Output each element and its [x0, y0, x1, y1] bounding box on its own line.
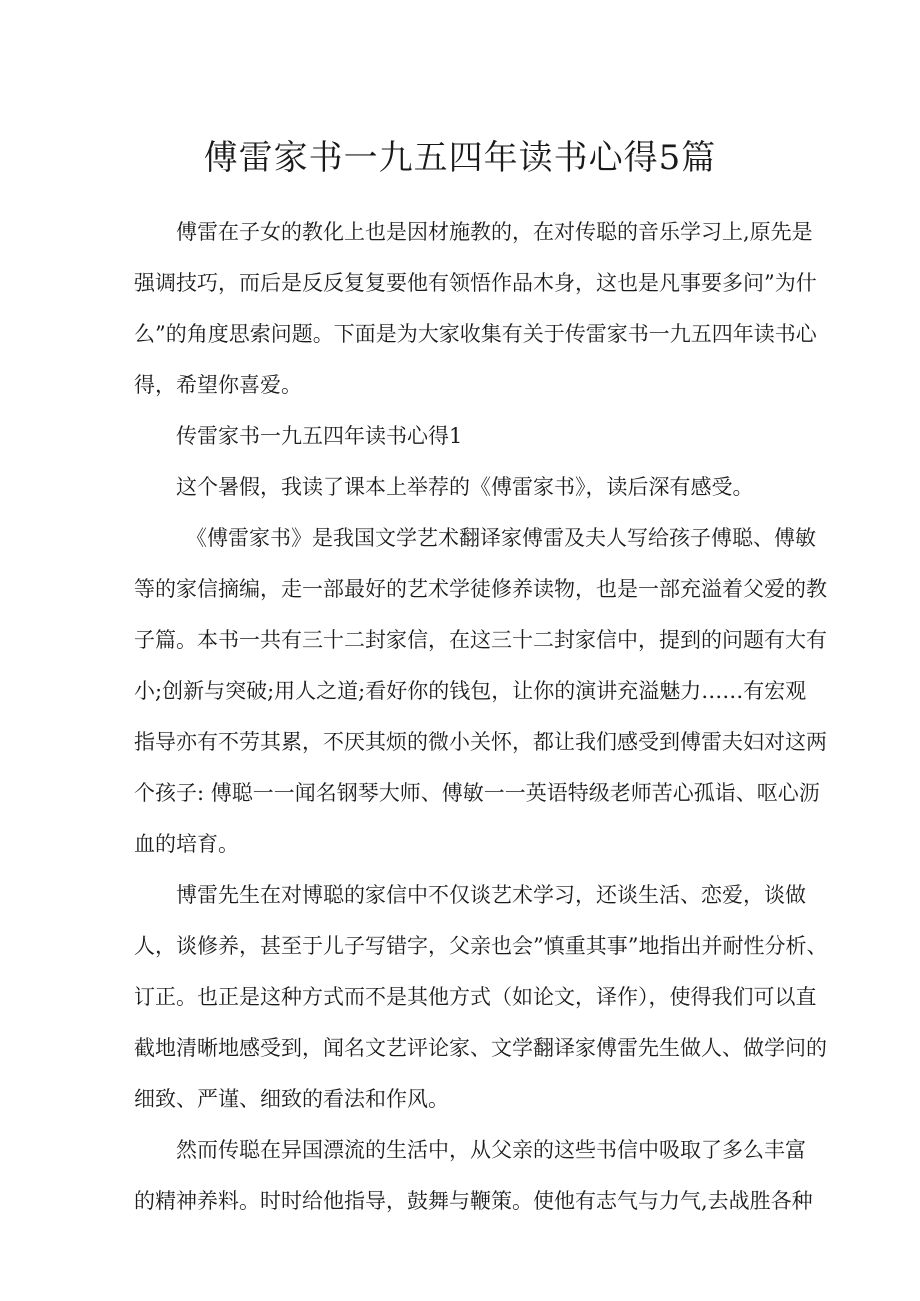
intro-line: 得，希望你喜爱。 [134, 373, 302, 397]
paragraph-line: 截地清晰地感受到，闻名文艺评论家、文学翻译家傅雷先生做人、做学问的 [134, 1036, 827, 1060]
paragraph-line: 人，谈修养，甚至于儿子写错字，父亲也会”慎重其事”地指出并耐性分析、 [134, 934, 828, 958]
paragraph-line: 的精神养料。时时给他指导，鼓舞与鞭策。使他有志气与力气,去战胜各种 [134, 1189, 813, 1213]
paragraph-line: 子篇。本书一共有三十二封家信，在这三十二封家信中，提到的问题有大有 [134, 628, 827, 652]
intro-line: 么”的角度思索问题。下面是为大家收集有关于传雷家书一九五四年读书心 [134, 322, 817, 346]
paragraph-line: 博雷先生在对博聪的家信中不仅谈艺术学习，还谈生活、恋爱，谈做 [176, 883, 806, 907]
paragraph-line: 细致、严谨、细致的看法和作风。 [134, 1087, 449, 1111]
paragraph-line: 个孩子: 傅聪一一闻名钢琴大师、傅敏一一英语特级老师苦心孤诣、呕心沥 [134, 781, 820, 805]
intro-line: 傅雷在子女的教化上也是因材施教的，在对传聪的音乐学习上,原先是 [176, 220, 813, 244]
paragraph-line: 《傅雷家书》是我国文学艺术翻译家傅雷及夫人写给孩子傅聪、傅敏 [186, 526, 816, 550]
intro-line: 强调技巧，而后是反反复复要他有领悟作品木身，这也是凡事要多问”为什 [134, 271, 817, 295]
paragraph-line: 小;创新与突破;用人之道;看好你的钱包，让你的演讲充溢魅力……有宏观 [134, 679, 807, 703]
paragraph-line: 等的家信摘编，走一部最好的艺术学徒修养读物，也是一部充溢着父爱的教 [134, 577, 827, 601]
paragraph-line: 血的培育。 [134, 832, 239, 856]
paragraph-line: 指导亦有不劳其累，不厌其烦的微小关怀，都让我们感受到傅雷夫妇对这两 [134, 730, 827, 754]
paragraph-line: 订正。也正是这种方式而不是其他方式（如论文，译作），使得我们可以直 [134, 985, 817, 1009]
paragraph-line: 这个暑假，我读了课本上举荐的《傅雷家书》，读后深有感受。 [176, 475, 754, 499]
paragraph-line: 然而传聪在异国漂流的生活中，从父亲的这些书信中吸取了多么丰富 [176, 1138, 806, 1162]
section-heading: 传雷家书一九五四年读书心得1 [176, 424, 463, 448]
document-title: 傅雷家书一九五四年读书心得5篇 [203, 138, 717, 178]
